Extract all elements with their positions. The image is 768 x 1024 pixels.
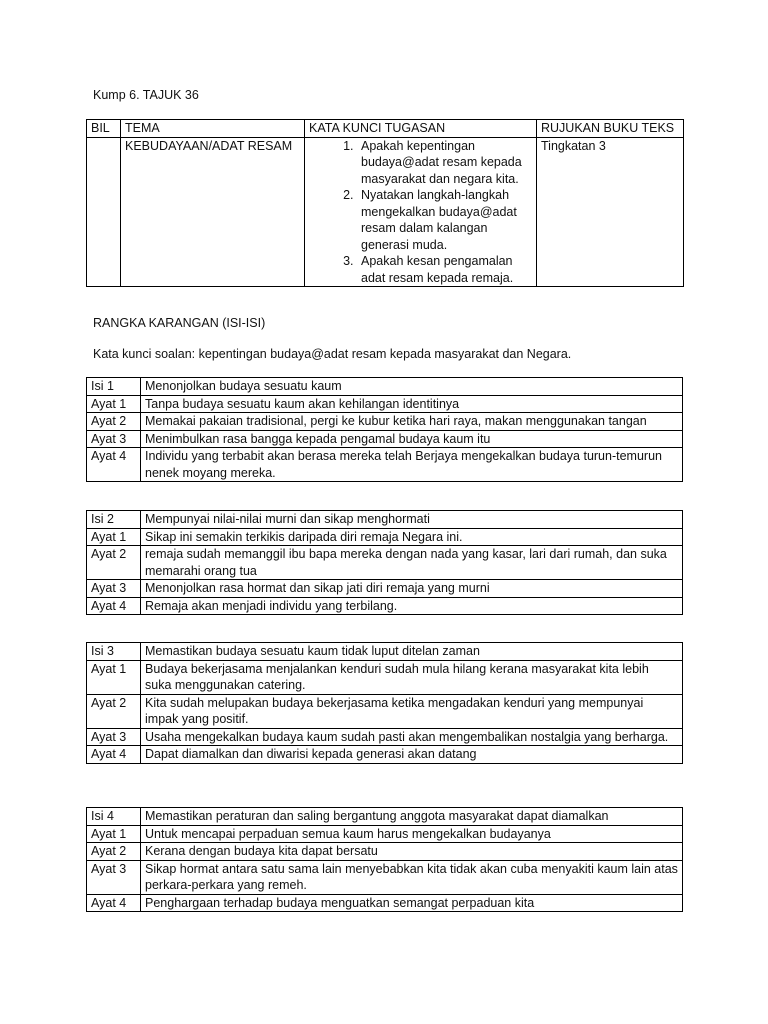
row-text: Mempunyai nilai-nilai murni dan sikap menghormati <box>141 511 683 529</box>
row-label: Ayat 3 <box>87 580 141 598</box>
task-item-1: 1. Apakah kepentingan budaya@adat resam kepada masyarakat dan negara kita. <box>357 138 532 188</box>
row-label: Isi 4 <box>87 808 141 826</box>
row-text: Untuk mencapai perpaduan semua kaum harus mengekalkan budayanya <box>141 825 683 843</box>
table-row <box>87 597 683 615</box>
row-label: Ayat 1 <box>87 528 141 546</box>
task-list <box>309 138 532 287</box>
isi-table-3 <box>86 642 683 764</box>
header-kata-kunci: KATA KUNCI TUGASAN <box>305 120 537 138</box>
row-label: Ayat 4 <box>87 448 141 482</box>
row-text: Menimbulkan rasa bangga kepada pengamal budaya kaum itu <box>141 430 683 448</box>
isi-table-4 <box>86 807 683 912</box>
table-row <box>87 378 683 396</box>
table-row <box>87 894 683 912</box>
cell-rujukan: Tingkatan 3 <box>537 137 684 287</box>
table-row <box>87 448 683 482</box>
cell-bil <box>87 137 121 287</box>
row-label: Isi 2 <box>87 511 141 529</box>
row-label: Isi 1 <box>87 378 141 396</box>
row-text: Kita sudah melupakan budaya bekerjasama ketika mengadakan kenduri yang mempunyai impak yang positif. <box>141 694 683 728</box>
cell-tema: KEBUDAYAAN/ADAT RESAM <box>121 137 305 287</box>
row-text: Sikap hormat antara satu sama lain menyebabkan kita tidak akan cuba menyakiti kaum lain atas perkara-perkara yang remeh. <box>141 860 683 894</box>
keyword-line: Kata kunci soalan: kepentingan budaya@adat resam kepada masyarakat dan Negara. <box>93 347 572 361</box>
row-text: Memakai pakaian tradisional, pergi ke kubur ketika hari raya, makan menggunakan tangan <box>141 413 683 431</box>
header-bil: BIL <box>87 120 121 138</box>
row-label: Ayat 2 <box>87 546 141 580</box>
task-item-2: 2. Nyatakan langkah-langkah mengekalkan budaya@adat resam dalam kalangan generasi muda. <box>357 187 532 253</box>
table-row <box>87 643 683 661</box>
row-text: Penghargaan terhadap budaya menguatkan semangat perpaduan kita <box>141 894 683 912</box>
table-row <box>87 694 683 728</box>
row-label: Ayat 4 <box>87 597 141 615</box>
task-item-3: 3. Apakah kesan pengamalan adat resam kepada remaja. <box>357 253 532 286</box>
table-row <box>87 413 683 431</box>
row-label: Isi 3 <box>87 643 141 661</box>
row-text: Menonjolkan budaya sesuatu kaum <box>141 378 683 396</box>
table-row <box>87 746 683 764</box>
row-label: Ayat 1 <box>87 395 141 413</box>
assignment-table <box>86 119 684 287</box>
cell-kata-kunci <box>305 137 537 287</box>
table-row <box>87 728 683 746</box>
row-text: Dapat diamalkan dan diwarisi kepada generasi akan datang <box>141 746 683 764</box>
row-text: Usaha mengekalkan budaya kaum sudah pasti akan mengembalikan nostalgia yang berharga. <box>141 728 683 746</box>
header-tema: TEMA <box>121 120 305 138</box>
table-row <box>87 860 683 894</box>
row-text: Kerana dengan budaya kita dapat bersatu <box>141 843 683 861</box>
row-text: Sikap ini semakin terkikis daripada diri remaja Negara ini. <box>141 528 683 546</box>
row-text: Remaja akan menjadi individu yang terbilang. <box>141 597 683 615</box>
row-label: Ayat 2 <box>87 843 141 861</box>
table-row <box>87 395 683 413</box>
table-row <box>87 808 683 826</box>
row-label: Ayat 4 <box>87 894 141 912</box>
row-label: Ayat 2 <box>87 413 141 431</box>
row-text: Budaya bekerjasama menjalankan kenduri sudah mula hilang kerana masyarakat kita lebih suka menggunakan catering. <box>141 660 683 694</box>
table-row <box>87 430 683 448</box>
rangka-title: RANGKA KARANGAN (ISI-ISI) <box>93 316 266 330</box>
row-text: Tanpa budaya sesuatu kaum akan kehilangan identitinya <box>141 395 683 413</box>
row-label: Ayat 3 <box>87 860 141 894</box>
row-text: remaja sudah memanggil ibu bapa mereka dengan nada yang kasar, lari dari rumah, dan suka memarahi orang tua <box>141 546 683 580</box>
table-row <box>87 528 683 546</box>
table-row <box>87 660 683 694</box>
header-rujukan: RUJUKAN BUKU TEKS <box>537 120 684 138</box>
row-text: Menonjolkan rasa hormat dan sikap jati diri remaja yang murni <box>141 580 683 598</box>
row-label: Ayat 2 <box>87 694 141 728</box>
isi-table-2 <box>86 510 683 615</box>
row-label: Ayat 4 <box>87 746 141 764</box>
table-row <box>87 580 683 598</box>
row-label: Ayat 1 <box>87 660 141 694</box>
assignment-table-row <box>87 137 684 287</box>
table-row <box>87 843 683 861</box>
row-label: Ayat 3 <box>87 728 141 746</box>
row-label: Ayat 3 <box>87 430 141 448</box>
table-row <box>87 546 683 580</box>
row-text: Individu yang terbabit akan berasa mereka telah Berjaya mengekalkan budaya turun-temurun nenek moyang mereka. <box>141 448 683 482</box>
row-label: Ayat 1 <box>87 825 141 843</box>
table-row <box>87 511 683 529</box>
table-row <box>87 825 683 843</box>
assignment-table-header <box>87 120 684 138</box>
isi-table-1 <box>86 377 683 482</box>
document-title: Kump 6. TAJUK 36 <box>93 88 199 102</box>
row-text: Memastikan budaya sesuatu kaum tidak luput ditelan zaman <box>141 643 683 661</box>
row-text: Memastikan peraturan dan saling bergantung anggota masyarakat dapat diamalkan <box>141 808 683 826</box>
